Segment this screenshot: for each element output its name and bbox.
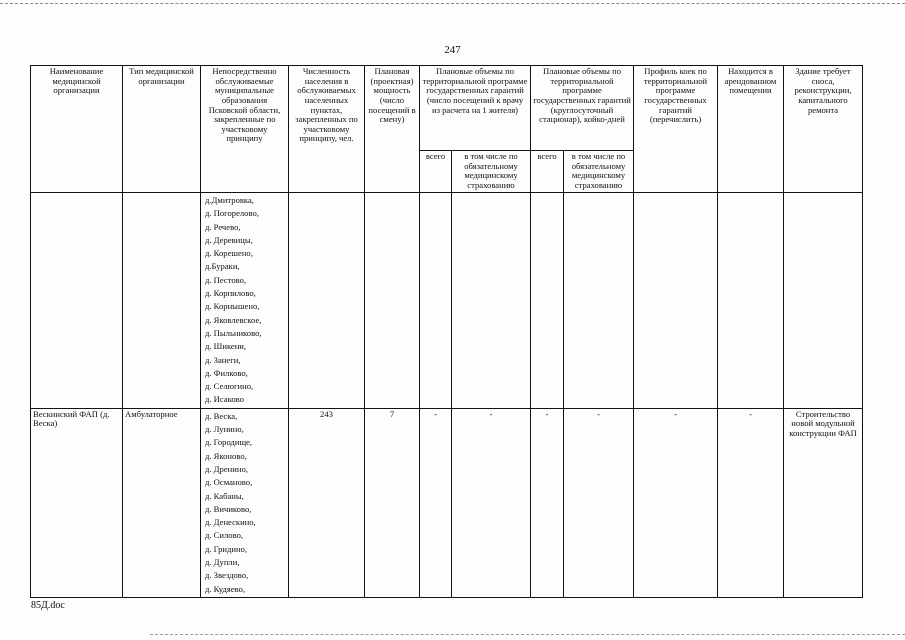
- settlement-item: д. Кабаны,: [205, 490, 244, 501]
- settlement-item: д. Вичиково,: [205, 503, 252, 514]
- header-visits-insurance: в том числе по обязательному медицинскому страхованию: [452, 151, 531, 193]
- settlement-item: д. Звездово,: [205, 570, 249, 581]
- scan-bottom-edge: [150, 634, 905, 635]
- org-name-cell: [31, 193, 123, 409]
- header-capacity: Плановая (проектная) мощность (число посещений в смену): [365, 66, 420, 193]
- settlement-item: д. Гридино,: [205, 543, 248, 554]
- settlement-item: д. Деревицы,: [205, 234, 253, 245]
- settlement-item: д. Лунино,: [205, 424, 244, 435]
- header-row: [31, 66, 863, 151]
- header-population: Численность населения в обслуживаемых населенных пунктах, закрепленных по участковому принципу, чел.: [289, 66, 365, 193]
- settlement-item: д. Пыльниково,: [205, 327, 262, 338]
- capacity-cell: 7: [365, 408, 420, 597]
- settlement-item: д. Филково,: [205, 367, 248, 378]
- org-name-cell: Вескинский ФАП (д. Веска): [31, 408, 123, 597]
- settlement-item: д. Веска,: [205, 410, 238, 421]
- settlement-item: д. Занеги,: [205, 354, 241, 365]
- settlement-item: д. Османово,: [205, 477, 253, 488]
- visits-insurance-cell: -: [452, 408, 531, 597]
- rented-cell: [718, 193, 784, 409]
- beds-insurance-cell: -: [564, 408, 634, 597]
- population-cell: 243: [289, 408, 365, 597]
- header-visits-group: Плановые объемы по территориальной программе государственных гарантий (число посещений к врачу из расчета на 1 жителя): [420, 66, 531, 151]
- header-rented: Находится в арендованном помещении: [718, 66, 784, 193]
- header-visits-total: всего: [420, 151, 452, 193]
- settlement-item: д. Силово,: [205, 530, 244, 541]
- visits-insurance-cell: [452, 193, 531, 409]
- settlement-item: д. Яковлевское,: [205, 314, 262, 325]
- header-bed-profile: Профиль коек по территориальной программе государственных гарантий (перечислить): [634, 66, 718, 193]
- building-cell: [784, 193, 863, 409]
- org-type-cell: Амбулаторное: [123, 408, 201, 597]
- rented-cell: -: [718, 408, 784, 597]
- visits-total-cell: [420, 193, 452, 409]
- settlement-item: д. Речево,: [205, 221, 241, 232]
- settlement-item: д. Корнышено,: [205, 301, 260, 312]
- scan-top-edge: [0, 3, 905, 4]
- bed-profile-cell: -: [634, 408, 718, 597]
- settlements-cell: [201, 408, 289, 597]
- settlement-item: д. Пестово,: [205, 274, 247, 285]
- population-cell: [289, 193, 365, 409]
- beds-insurance-cell: [564, 193, 634, 409]
- settlement-item: д. Погорелово,: [205, 208, 259, 219]
- settlement-item: д. Исаково: [205, 394, 244, 405]
- building-cell: Строительство новой модульной конструкции ФАП: [784, 408, 863, 597]
- page-number: 247: [444, 44, 461, 56]
- bed-profile-cell: [634, 193, 718, 409]
- header-beds-insurance: в том числе по обязательному медицинскому страхованию: [564, 151, 634, 193]
- visits-total-cell: -: [420, 408, 452, 597]
- header-beds-group: Плановые объемы по территориальной программе государственных гарантий (круглосуточный стационар), койко-дней: [531, 66, 634, 151]
- capacity-cell: [365, 193, 420, 409]
- settlement-item: д. Городище,: [205, 437, 253, 448]
- settlement-item: д.Бураки,: [205, 261, 240, 272]
- settlement-item: д. Шикени,: [205, 341, 247, 352]
- header-beds-total: всего: [531, 151, 564, 193]
- table-row: [31, 193, 863, 409]
- document-footer: 85Д.doc: [31, 600, 65, 611]
- settlement-item: д. Денескино,: [205, 517, 256, 528]
- beds-total-cell: [531, 193, 564, 409]
- settlement-item: д.Дмитровка,: [205, 195, 254, 205]
- org-type-cell: [123, 193, 201, 409]
- settlement-item: д. Яконово,: [205, 450, 247, 461]
- header-name: Наименование медицинской организации: [31, 66, 123, 193]
- settlement-item: д. Дренино,: [205, 463, 248, 474]
- header-served-areas: Непосредственно обслуживаемые муниципальные образования Псковской области, закрепленные по участковому принципу: [201, 66, 289, 193]
- settlement-item: д. Корпилово,: [205, 288, 256, 299]
- settlement-item: д. Кудяево,: [205, 583, 246, 594]
- beds-total-cell: -: [531, 408, 564, 597]
- settlement-item: д. Корешено,: [205, 248, 253, 259]
- medical-organizations-table: [30, 65, 863, 598]
- header-building: Здание требует сноса, реконструкции, капитального ремонта: [784, 66, 863, 193]
- settlements-cell: [201, 193, 289, 409]
- table-row: [31, 408, 863, 597]
- settlement-item: д. Селюгино,: [205, 381, 254, 392]
- settlement-item: д. Дупли,: [205, 557, 240, 568]
- header-type: Тип медицинской организации: [123, 66, 201, 193]
